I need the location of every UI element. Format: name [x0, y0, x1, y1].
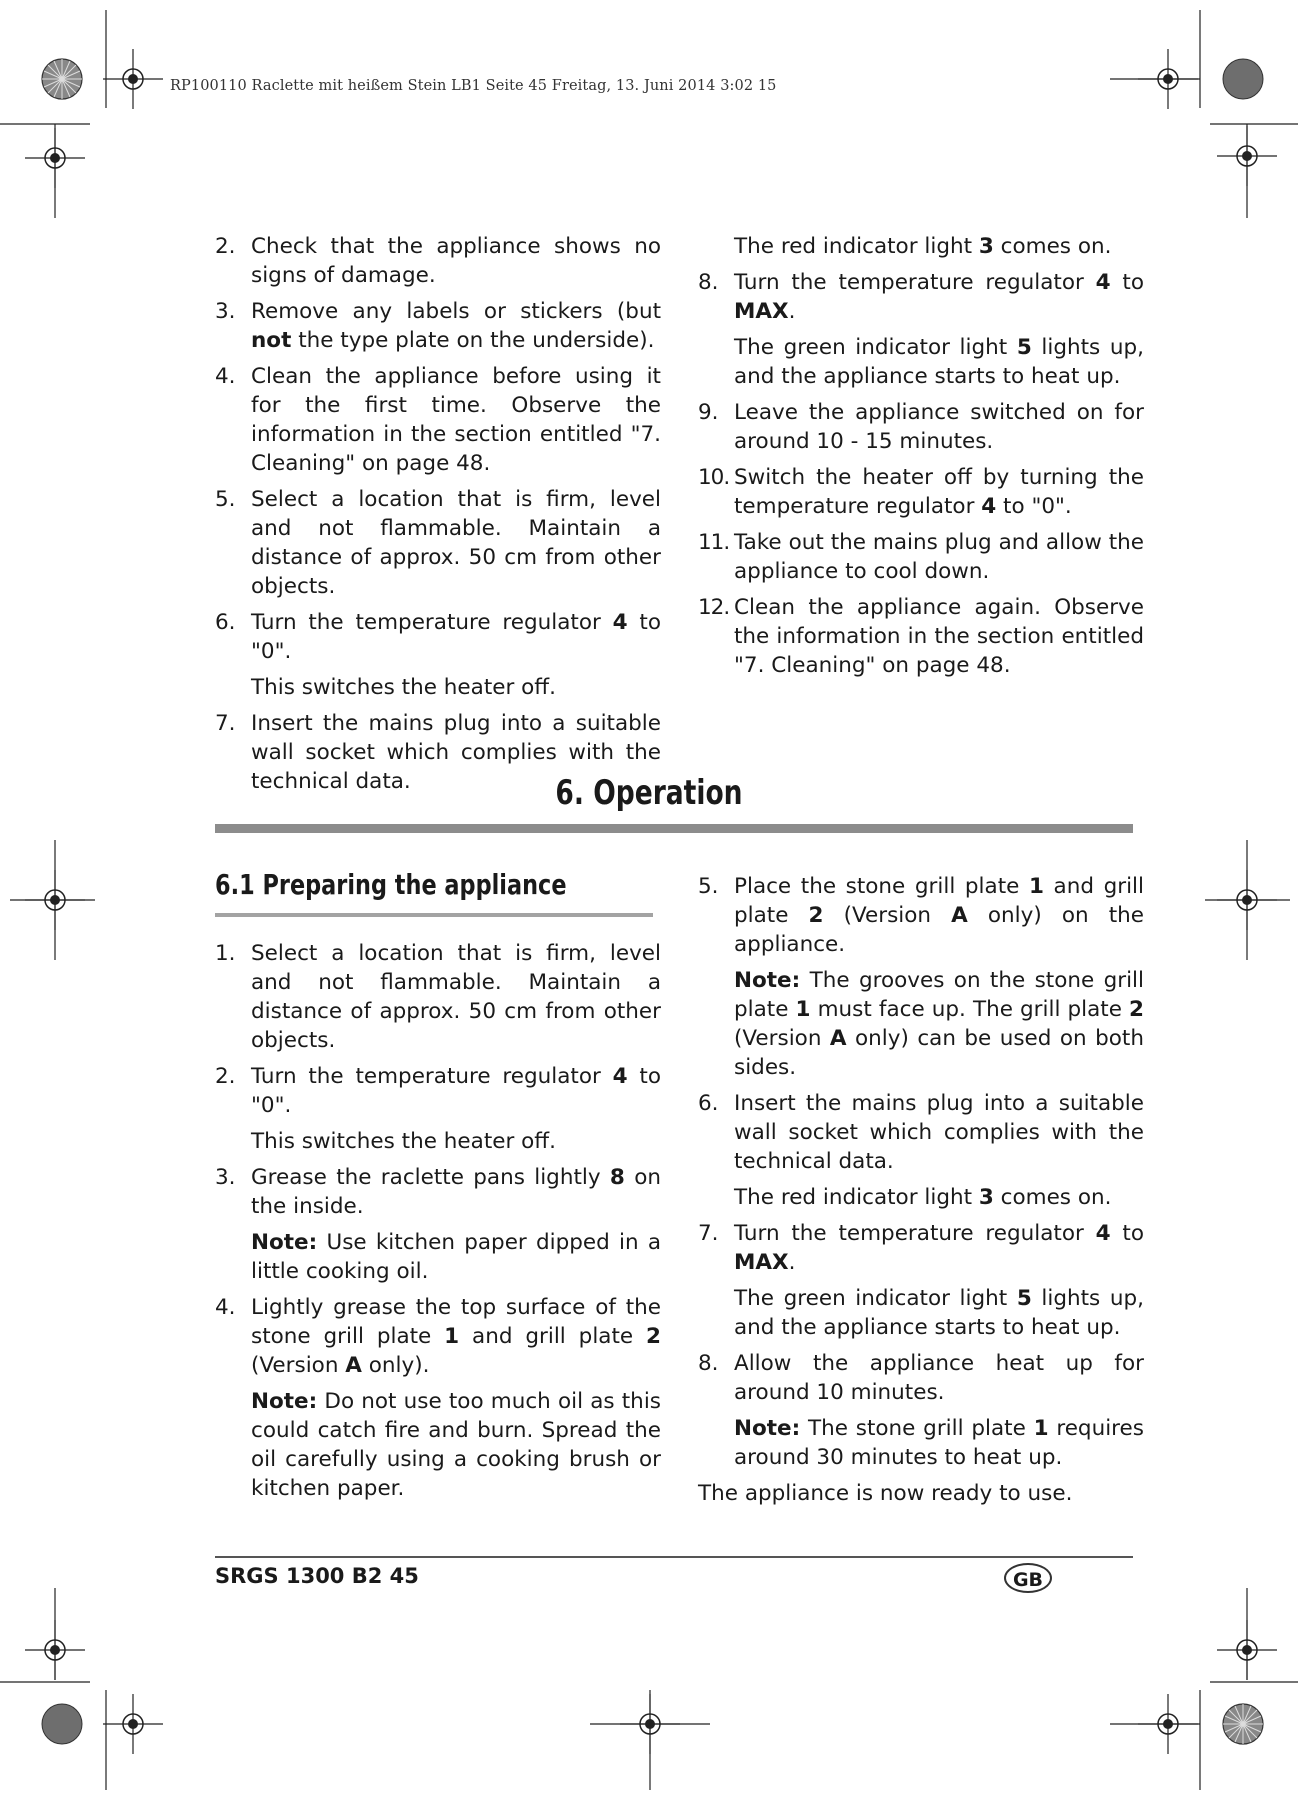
text-run: Insert the mains plug into a suitable wall socket which complies with the technical data.	[734, 1091, 1144, 1174]
print-slug: RP100110 Raclette mit heißem Stein LB1 Seite 45 Freitag, 13. Juni 2014 3:02 15	[170, 78, 777, 94]
bold-text: 3	[978, 1185, 994, 1210]
bold-text: 4	[1095, 270, 1111, 295]
text-run: Remove any labels or stickers (but	[251, 299, 661, 324]
list-text	[734, 1219, 1144, 1277]
text-run: Turn the temperature regulator	[734, 270, 1096, 295]
list-item	[215, 1293, 661, 1380]
text-run: lights up, and the appliance starts to heat up.	[734, 1286, 1144, 1340]
text-run: (Version	[823, 903, 952, 928]
text-run: to "0".	[996, 494, 1072, 519]
text-run: The green indicator light	[734, 335, 1017, 360]
list-item	[215, 232, 661, 290]
text-run: (Version	[734, 1026, 830, 1051]
text-run: The appliance is now ready to use.	[698, 1481, 1073, 1506]
text-run: only) can be used on both sides.	[734, 1026, 1144, 1080]
bold-text: 2	[808, 903, 824, 928]
starburst-mark-bottom-right	[1223, 1704, 1263, 1744]
bold-text: A	[345, 1353, 362, 1378]
text-run: Turn the temperature regulator	[251, 610, 613, 635]
text-run: Place the stone grill plate	[734, 874, 1029, 899]
text-run: and grill plate	[734, 874, 1144, 928]
closing-paragraph	[698, 1479, 1144, 1508]
text-run: This switches the heater off.	[251, 1129, 556, 1154]
text-run: Grease the raclette pans lightly	[251, 1165, 610, 1190]
list-subparagraph	[698, 333, 1144, 391]
list-subparagraph	[215, 1387, 661, 1503]
top-left-column	[215, 232, 661, 803]
list-number: 8.	[698, 270, 719, 295]
list-subparagraph	[698, 966, 1144, 1082]
list-number: 1.	[215, 941, 236, 966]
bold-text: 1	[795, 997, 811, 1022]
list-item	[215, 297, 661, 355]
section-rule	[215, 824, 1133, 833]
list-subparagraph	[698, 1284, 1144, 1342]
text-run: on the inside.	[251, 1165, 662, 1219]
list-number: 10.	[698, 465, 730, 490]
text-run: Leave the appliance switched on for around 10 - 15 minutes.	[734, 400, 1144, 454]
bold-text: 4	[612, 610, 628, 635]
bold-text: not	[251, 328, 292, 353]
list-item	[698, 1349, 1144, 1407]
text-run: the type plate on the underside).	[291, 328, 655, 353]
text-run: Check that the appliance shows no signs of damage.	[251, 234, 661, 288]
list-subparagraph	[698, 1183, 1144, 1212]
list-number: 5.	[215, 487, 236, 512]
text-run: (Version	[251, 1353, 346, 1378]
text-run: Allow the appliance heat up for around 10 minutes.	[734, 1351, 1144, 1405]
text-run: and grill plate	[459, 1324, 647, 1349]
list-text	[251, 232, 661, 290]
list-item	[215, 1163, 661, 1221]
list-number: 2.	[215, 234, 236, 259]
subsection-rule	[215, 913, 653, 917]
section-title: 6. Operation	[555, 773, 743, 813]
text-run: Select a location that is firm, level and not flammable. Maintain a distance of approx. 50 cm from other objects.	[251, 487, 661, 599]
text-run: Lightly grease the top surface of the stone grill plate	[251, 1295, 661, 1349]
list-item	[698, 872, 1144, 959]
text-run: comes on.	[993, 1185, 1112, 1210]
footer-rule	[215, 1556, 1133, 1558]
list-subparagraph	[698, 1414, 1144, 1472]
bold-text: A	[951, 903, 968, 928]
list-number: 8.	[698, 1351, 719, 1376]
text-run: lights up, and the appliance starts to heat up.	[734, 335, 1144, 389]
list-item	[698, 1219, 1144, 1277]
list-item	[215, 939, 661, 1055]
footer-model-page: SRGS 1300 B2 45	[215, 1564, 419, 1588]
bold-text: Note:	[251, 1389, 318, 1414]
list-number: 4.	[215, 1295, 236, 1320]
text-run: Select a location that is firm, level and not flammable. Maintain a distance of approx. 50 cm from other objects.	[251, 941, 661, 1053]
bold-text: 4	[612, 1064, 628, 1089]
bold-text: MAX	[734, 1250, 789, 1275]
list-item	[698, 1089, 1144, 1176]
list-number: 2.	[215, 1064, 236, 1089]
country-badge: GB	[1004, 1563, 1052, 1593]
text-run: must face up. The grill plate	[810, 997, 1130, 1022]
bold-text: MAX	[734, 299, 789, 324]
text-run: Switch the heater off by turning the temperature regulator	[734, 465, 1144, 519]
text-run: The grooves on the stone grill plate	[734, 968, 1144, 1022]
list-item	[215, 485, 661, 601]
list-text	[251, 485, 661, 601]
list-text	[251, 608, 661, 666]
list-number: 3.	[215, 299, 236, 324]
greydot-mark-top-right	[1223, 59, 1263, 99]
list-number: 5.	[698, 874, 719, 899]
bold-text: 5	[1016, 335, 1032, 360]
text-run: comes on.	[993, 234, 1112, 259]
list-item	[698, 268, 1144, 326]
list-number: 6.	[698, 1091, 719, 1116]
crosshair-mark	[1138, 49, 1198, 109]
list-number: 4.	[215, 364, 236, 389]
list-number: 3.	[215, 1165, 236, 1190]
bold-text: Note:	[734, 1416, 801, 1441]
text-run: The red indicator light	[734, 1185, 979, 1210]
crosshair-mark	[103, 49, 163, 109]
crosshair-mark	[103, 1694, 163, 1754]
text-run: to "0".	[251, 610, 661, 664]
text-run: .	[788, 1250, 796, 1275]
list-item	[698, 593, 1144, 680]
list-text	[734, 268, 1144, 326]
text-run: Use kitchen paper dipped in a little cooking oil.	[251, 1230, 661, 1284]
text-run: This switches the heater off.	[251, 675, 556, 700]
bold-text: 4	[1095, 1221, 1111, 1246]
list-number: 7.	[698, 1221, 719, 1246]
list-item	[698, 463, 1144, 521]
text-run: only).	[361, 1353, 430, 1378]
text-run: Clean the appliance again. Observe the information in the section entitled "7. Cleaning" on page 48.	[734, 595, 1144, 678]
list-item	[698, 398, 1144, 456]
list-text	[734, 463, 1144, 521]
bold-text: A	[829, 1026, 847, 1051]
list-text	[734, 1089, 1144, 1176]
text-run: Do not use too much oil as this could catch fire and burn. Spread the oil carefully using a cooking brush or kitchen paper.	[251, 1389, 661, 1501]
text-run: only) on the appliance.	[734, 903, 1144, 957]
list-item	[215, 362, 661, 478]
list-item	[698, 528, 1144, 586]
list-text	[251, 1062, 661, 1120]
text-run: Turn the temperature regulator	[251, 1064, 613, 1089]
list-number: 6.	[215, 610, 236, 635]
text-run: to	[1110, 1221, 1144, 1246]
list-text	[251, 939, 661, 1055]
text-run: .	[788, 299, 796, 324]
text-run: The stone grill plate	[800, 1416, 1034, 1441]
bold-text: 2	[1129, 997, 1144, 1022]
bold-text: 5	[1016, 1286, 1032, 1311]
text-run: The red indicator light	[734, 234, 979, 259]
list-text	[734, 1349, 1144, 1407]
bold-text: 1	[1033, 1416, 1049, 1441]
text-run: to "0".	[251, 1064, 661, 1118]
list-text	[251, 1293, 661, 1380]
list-text	[734, 528, 1144, 586]
list-number: 11.	[698, 530, 730, 555]
list-subparagraph	[215, 1127, 661, 1156]
list-text	[251, 297, 661, 355]
bold-text: 8	[609, 1165, 625, 1190]
bold-text: 2	[646, 1324, 661, 1349]
list-number: 9.	[698, 400, 719, 425]
list-number: 12.	[698, 595, 730, 620]
greydot-mark-bottom-left	[42, 1704, 82, 1744]
list-item	[215, 1062, 661, 1120]
list-text	[734, 872, 1144, 959]
list-subparagraph	[215, 673, 661, 702]
text-run: Turn the temperature regulator	[734, 1221, 1096, 1246]
text-run: to	[1110, 270, 1144, 295]
starburst-mark-top-left	[42, 59, 82, 99]
bold-text: Note:	[734, 968, 801, 993]
bottom-right-column	[698, 872, 1144, 1515]
crosshair-mark	[1138, 1694, 1198, 1754]
list-text	[734, 398, 1144, 456]
text-run: The green indicator light	[734, 1286, 1017, 1311]
bold-text: 1	[1028, 874, 1044, 899]
bold-text: 1	[444, 1324, 460, 1349]
list-item	[215, 608, 661, 666]
top-right-column	[698, 232, 1144, 687]
list-subparagraph	[215, 1228, 661, 1286]
list-text	[734, 593, 1144, 680]
list-number: 7.	[215, 711, 236, 736]
bold-text: Note:	[251, 1230, 318, 1255]
continuation-paragraph	[698, 232, 1144, 261]
subsection-title: 6.1 Preparing the appliance	[215, 868, 567, 901]
list-text	[251, 362, 661, 478]
text-run: Insert the mains plug into a suitable wall socket which complies with the technical data.	[251, 711, 661, 794]
bold-text: 4	[981, 494, 997, 519]
list-text	[251, 1163, 661, 1221]
text-run: Take out the mains plug and allow the appliance to cool down.	[734, 530, 1144, 584]
bold-text: 3	[978, 234, 994, 259]
bottom-left-column	[215, 939, 661, 1510]
text-run: Clean the appliance before using it for the first time. Observe the information in the section entitled "7. Cleaning" on page 48.	[251, 364, 661, 476]
text-run: requires around 30 minutes to heat up.	[734, 1416, 1144, 1470]
